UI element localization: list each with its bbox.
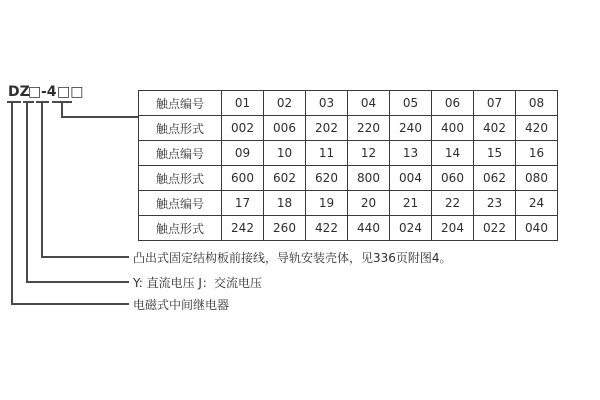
connector-hline-contact-table — [61, 116, 139, 118]
table-cell: 240 — [390, 116, 432, 141]
table-cell: 600 — [222, 166, 264, 191]
table-cell: 242 — [222, 216, 264, 241]
table-cell: 17 — [222, 191, 264, 216]
table-cell: 14 — [432, 141, 474, 166]
model-box-contact: □□ — [57, 84, 84, 100]
table-cell: 080 — [516, 166, 558, 191]
table-cell: 022 — [474, 216, 516, 241]
table-cell: 10 — [264, 141, 306, 166]
table-cell: 062 — [474, 166, 516, 191]
connector-vline-relay-type — [11, 101, 13, 305]
model-box-voltage: □ — [28, 84, 42, 100]
table-cell: 260 — [264, 216, 306, 241]
table-cell: 04 — [348, 91, 390, 116]
table-cell: 06 — [432, 91, 474, 116]
table-cell: 15 — [474, 141, 516, 166]
table-cell: 23 — [474, 191, 516, 216]
model-prefix: DZ — [8, 84, 30, 100]
table-cell: 002 — [222, 116, 264, 141]
table-cell: 05 — [390, 91, 432, 116]
table-cell: 422 — [306, 216, 348, 241]
table-cell: 16 — [516, 141, 558, 166]
table-row-label: 触点编号 — [139, 191, 222, 216]
model-underline-1 — [7, 101, 21, 103]
contact-table-body — [139, 91, 558, 241]
table-row — [139, 166, 558, 191]
table-cell: 040 — [516, 216, 558, 241]
table-cell: 024 — [390, 216, 432, 241]
label-relay-type: 电磁式中间继电器 — [133, 298, 230, 312]
table-row — [139, 191, 558, 216]
table-row-label: 触点形式 — [139, 166, 222, 191]
model-underline-2 — [23, 101, 34, 103]
table-cell: 800 — [348, 166, 390, 191]
table-cell: 12 — [348, 141, 390, 166]
connector-hline-voltage — [26, 281, 129, 283]
table-cell: 440 — [348, 216, 390, 241]
table-cell: 204 — [432, 216, 474, 241]
table-row-label: 触点形式 — [139, 116, 222, 141]
table-cell: 08 — [516, 91, 558, 116]
table-cell: 02 — [264, 91, 306, 116]
table-row-label: 触点形式 — [139, 216, 222, 241]
table-cell: 602 — [264, 166, 306, 191]
table-cell: 420 — [516, 116, 558, 141]
table-row — [139, 141, 558, 166]
connector-vline-voltage — [26, 101, 28, 283]
table-cell: 13 — [390, 141, 432, 166]
contact-code-table — [138, 90, 558, 241]
label-structure: 凸出式固定结构板前接线，导轨安装壳体，见336页附图4。 — [133, 251, 452, 265]
table-cell: 11 — [306, 141, 348, 166]
table-cell: 21 — [390, 191, 432, 216]
table-cell: 220 — [348, 116, 390, 141]
table-cell: 400 — [432, 116, 474, 141]
table-cell: 060 — [432, 166, 474, 191]
table-cell: 01 — [222, 91, 264, 116]
table-cell: 03 — [306, 91, 348, 116]
table-cell: 18 — [264, 191, 306, 216]
connector-vline-structure — [41, 101, 43, 258]
model-series-number: -4 — [41, 84, 57, 100]
table-row-label: 触点编号 — [139, 91, 222, 116]
table-row — [139, 116, 558, 141]
table-cell: 006 — [264, 116, 306, 141]
table-cell: 24 — [516, 191, 558, 216]
table-cell: 19 — [306, 191, 348, 216]
table-cell: 620 — [306, 166, 348, 191]
table-row — [139, 216, 558, 241]
connector-hline-structure — [41, 256, 129, 258]
table-cell: 20 — [348, 191, 390, 216]
table-cell: 09 — [222, 141, 264, 166]
table-cell: 07 — [474, 91, 516, 116]
label-voltage: Y: 直流电压 J：交流电压 — [133, 276, 262, 290]
table-cell: 402 — [474, 116, 516, 141]
table-cell: 202 — [306, 116, 348, 141]
table-cell: 004 — [390, 166, 432, 191]
connector-hline-relay-type — [11, 303, 129, 305]
table-cell: 22 — [432, 191, 474, 216]
table-row-label: 触点编号 — [139, 141, 222, 166]
table-row — [139, 91, 558, 116]
